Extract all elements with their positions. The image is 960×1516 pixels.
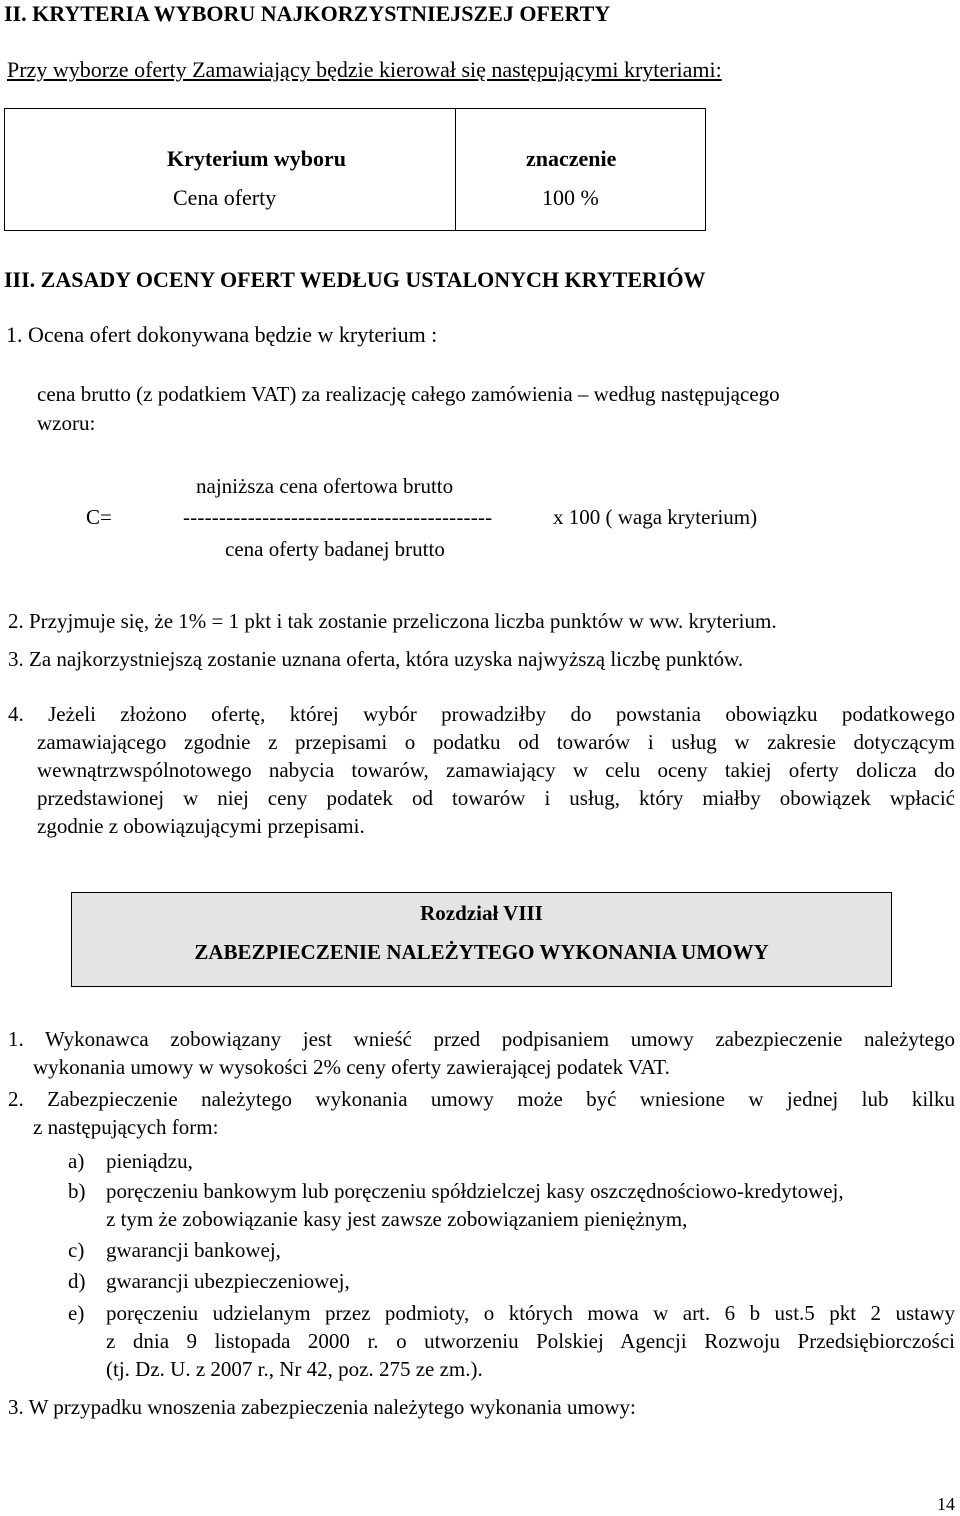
form-marker-d: d): [68, 1269, 86, 1293]
formula-fraction-line: -------------------------------------------: [183, 505, 493, 529]
form-b-line-1: poręczeniu bankowym lub poręczeniu spółdzielczej kasy oszczędnościowo-kredytowej,: [106, 1179, 844, 1203]
criteria-header-weight: znaczenie: [526, 146, 617, 171]
evaluation-paragraph-4-line-5: zgodnie z obowiązującymi przepisami.: [37, 814, 365, 838]
criteria-header-criterion: Kryterium wyboru: [167, 146, 347, 171]
guarantee-item-1-line-1: 1. Wykonawca zobowiązany jest wnieść przed podpisaniem umowy zabezpieczenie należytego: [8, 1027, 955, 1051]
formula-multiplier: x 100 ( waga kryterium): [553, 505, 758, 529]
form-marker-b: b): [68, 1179, 86, 1203]
evaluation-paragraph-4-line-4: przedstawionej w niej ceny podatek od towarów i usług, który miałby obowiązek wpłacić: [37, 786, 955, 810]
section-3-heading: III. ZASADY OCENY OFERT WEDŁUG USTALONYCH KRYTERIÓW: [4, 267, 706, 292]
form-marker-a: a): [68, 1149, 85, 1173]
form-d-line-1: gwarancji ubezpieczeniowej,: [106, 1269, 350, 1293]
form-marker-e: e): [68, 1301, 85, 1325]
chapter-title: Rozdział VIII: [420, 901, 543, 925]
evaluation-detail-line-2: wzoru:: [37, 411, 96, 435]
evaluation-paragraph-3: 3. Za najkorzystniejszą zostanie uznana oferta, która uzyska najwyższą liczbę punktów.: [8, 647, 744, 671]
guarantee-item-3: 3. W przypadku wnoszenia zabezpieczenia należytego wykonania umowy:: [8, 1395, 636, 1419]
formula-lhs: C=: [86, 505, 112, 529]
evaluation-detail-line-1: cena brutto (z podatkiem VAT) za realizację całego zamówienia – według następującego: [37, 382, 780, 406]
evaluation-paragraph-4-line-2: zamawiającego zgodnie z przepisami o podatku od towarów i usług w zakresie dotyczącym: [37, 730, 955, 754]
formula-numerator: najniższa cena ofertowa brutto: [196, 474, 454, 498]
criteria-value-weight: 100 %: [542, 185, 599, 210]
section-2-heading: II. KRYTERIA WYBORU NAJKORZYSTNIEJSZEJ OFERTY: [4, 1, 611, 26]
form-e-line-2: z dnia 9 listopada 2000 r. o utworzeniu Polskiej Agencji Rozwoju Przedsiębiorczości: [106, 1329, 955, 1353]
form-a-line-1: pieniądzu,: [106, 1149, 193, 1173]
criteria-cell-left: [5, 109, 456, 231]
evaluation-paragraph-4-line-3: wewnątrzwspólnotowego nabycia towarów, zamawiający w celu oceny takiej oferty dolicza do: [37, 758, 955, 782]
chapter-subtitle: ZABEZPIECZENIE NALEŻYTEGO WYKONANIA UMOWY: [194, 940, 769, 964]
formula-denominator: cena oferty badanej brutto: [225, 537, 445, 561]
evaluation-paragraph-4-line-1: 4. Jeżeli złożono ofertę, której wybór prowadziłby do powstania obowiązku podatkowego: [8, 702, 955, 726]
form-e-line-1: poręczeniu udzielanym przez podmioty, o których mowa w art. 6 b ust.5 pkt 2 ustawy: [106, 1301, 955, 1325]
guarantee-item-2-line-1: 2. Zabezpieczenie należytego wykonania umowy może być wniesione w jednej lub kilku: [8, 1087, 955, 1111]
page-number: 14: [937, 1494, 955, 1514]
form-b-line-2: z tym że zobowiązanie kasy jest zawsze zobowiązaniem pieniężnym,: [106, 1207, 688, 1231]
evaluation-paragraph-1: 1. Ocena ofert dokonywana będzie w kryterium :: [6, 322, 438, 347]
form-c-line-1: gwarancji bankowej,: [106, 1238, 281, 1262]
chapter-title-box: [71, 892, 892, 987]
form-e-line-3: (tj. Dz. U. z 2007 r., Nr 42, poz. 275 ze zm.).: [106, 1357, 483, 1381]
guarantee-item-2-line-2: z następujących form:: [33, 1115, 219, 1139]
criteria-intro: Przy wyborze oferty Zamawiający będzie kierował się następującymi kryteriami:: [7, 57, 722, 82]
form-marker-c: c): [68, 1238, 85, 1262]
guarantee-item-1-line-2: wykonania umowy w wysokości 2% ceny oferty zawierającej podatek VAT.: [33, 1055, 670, 1079]
evaluation-paragraph-2: 2. Przyjmuje się, że 1% = 1 pkt i tak zostanie przeliczona liczba punktów w ww. kryterium.: [8, 609, 777, 633]
criteria-table: [4, 108, 706, 231]
criteria-cell-right: [456, 109, 706, 231]
criteria-value-criterion: Cena oferty: [173, 185, 277, 210]
